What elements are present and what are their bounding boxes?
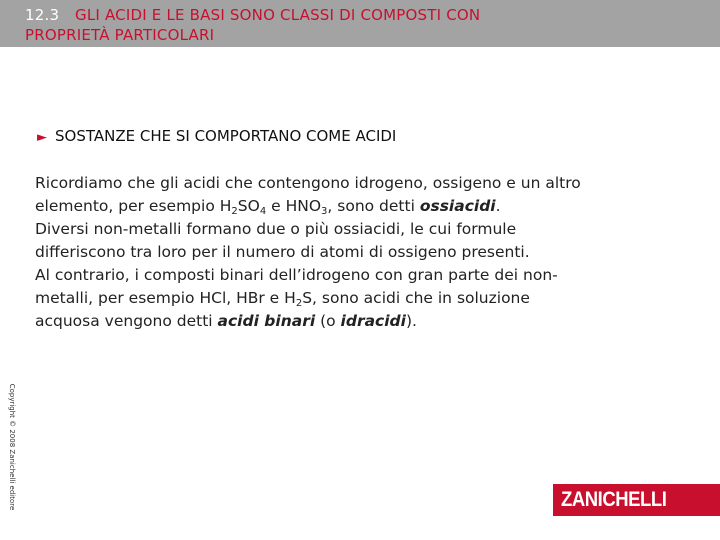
body-line: differiscono tra loro per il numero di atomi di ossigeno presenti. bbox=[35, 243, 530, 261]
term-acidi-binari: acidi binari bbox=[217, 312, 316, 330]
section-title: SOSTANZE CHE SI COMPORTANO COME ACIDI bbox=[55, 127, 397, 145]
text-run: acquosa vengono detti bbox=[35, 312, 218, 330]
subscript: 3 bbox=[321, 206, 328, 217]
body-line bbox=[35, 287, 695, 310]
term-ossiacidi: ossiacidi bbox=[419, 197, 496, 215]
body-line bbox=[35, 195, 695, 218]
subscript: 4 bbox=[259, 206, 267, 217]
subscript: 2 bbox=[295, 298, 303, 309]
text-run: , sono detti bbox=[327, 197, 420, 215]
copyright-notice: Copyright © 2008 Zanichelli editore bbox=[8, 383, 16, 511]
logo-text: ZANICHELLI bbox=[561, 488, 667, 511]
page-title-line2: PROPRIETÀ PARTICOLARI bbox=[25, 26, 215, 44]
subscript: 2 bbox=[231, 206, 238, 217]
text-run: ). bbox=[405, 312, 417, 330]
page-title-line1: GLI ACIDI E LE BASI SONO CLASSI DI COMPOSTI CON bbox=[75, 6, 481, 24]
text-run: (o bbox=[315, 312, 341, 330]
zanichelli-logo bbox=[553, 484, 720, 516]
text-run: SO bbox=[237, 197, 260, 215]
text-run: S, sono acidi che in soluzione bbox=[302, 289, 530, 307]
body-text bbox=[35, 172, 695, 333]
text-run: elemento, per esempio H bbox=[35, 197, 232, 215]
text-run: e HNO bbox=[266, 197, 322, 215]
section-number: 12.3 bbox=[25, 6, 60, 24]
body-line: Al contrario, i composti binari dell’idrogeno con gran parte dei non- bbox=[35, 266, 558, 284]
text-run: . bbox=[495, 197, 501, 215]
term-idracidi: idracidi bbox=[340, 312, 406, 330]
body-line: Diversi non-metalli formano due o più ossiacidi, le cui formule bbox=[35, 220, 517, 238]
triangle-bullet-icon: ► bbox=[37, 130, 47, 145]
text-run: metalli, per esempio HCl, HBr e H bbox=[35, 289, 296, 307]
header-bar bbox=[0, 0, 720, 47]
body-line bbox=[35, 310, 695, 333]
section-heading bbox=[37, 127, 396, 145]
body-line: Ricordiamo che gli acidi che contengono idrogeno, ossigeno e un altro bbox=[35, 174, 581, 192]
